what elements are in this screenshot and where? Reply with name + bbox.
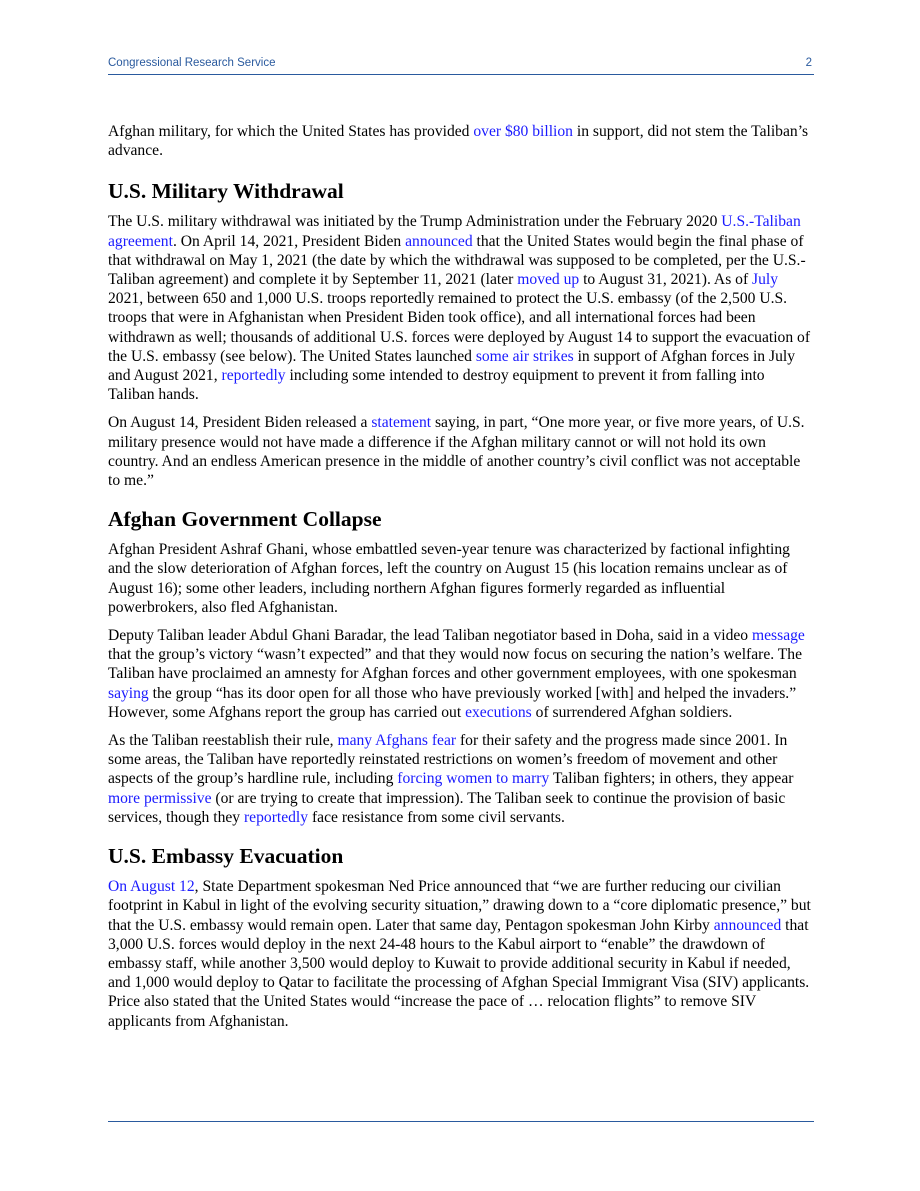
text-run: in support of Afghan forces in July and August 2021, xyxy=(108,347,795,385)
link-statement[interactable]: statement xyxy=(371,414,432,432)
text-run: that 3,000 U.S. forces would deploy in the next 24-48 hours to the Kabul airport to “enable” the drawdown of embassy staff, while another 3,500 would deploy to Kuwait to provide additional security in Kabul if needed, and 1,000 would deploy to Qatar to facilitate the processing of Afghan Special Immigrant Visa (SIV) applicants. Price also stated that the United States would “increase the pace of … relocation flights” to remove SIV applicants from Afghanistan. xyxy=(108,916,810,1030)
link-some-air-strikes[interactable]: some air strikes xyxy=(475,347,574,365)
link-us-taliban-agreement[interactable]: U.S.-Taliban agreement xyxy=(108,213,801,250)
text-run: , State Department spokesman Ned Price announced that “we are further reducing our civilian footprint in Kabul in light of the evolving security situation,” drawing down to a “core diplomatic presence,” but that the U.S. embassy would remain open. Later that same day, Pentagon spokesman John Kirby xyxy=(108,878,811,934)
link-on-august-12[interactable]: On August 12 xyxy=(108,878,195,896)
link-executions[interactable]: executions xyxy=(465,703,532,721)
paragraph-taliban-rule xyxy=(108,731,814,827)
page-number: 2 xyxy=(805,57,812,69)
text-run: in support, did not stem the Taliban’s advance. xyxy=(108,123,809,160)
intro-paragraph xyxy=(108,122,814,160)
text-run: that the group’s victory “wasn’t expected” and that they would now focus on securing the nation’s welfare. The Taliban have proclaimed an amnesty for Afghan forces and other government employees, with one spokesman xyxy=(108,646,803,683)
link-message[interactable]: message xyxy=(752,627,805,645)
link-saying[interactable]: saying xyxy=(108,684,149,702)
page-header xyxy=(108,56,814,75)
text-run: . On April 14, 2021, President Biden xyxy=(172,232,406,250)
link-moved-up[interactable]: moved up xyxy=(517,271,580,289)
paragraph-baradar-message xyxy=(108,626,814,722)
link-more-permissive[interactable]: more permissive xyxy=(108,789,212,807)
text-run: Afghan military, for which the United States has provided xyxy=(108,123,474,140)
text-run: (or are trying to create that impression). The Taliban seek to continue the provision of basic services, though they xyxy=(108,789,786,826)
text-run: face resistance from some civil servants. xyxy=(308,808,565,826)
paragraph-ghani-departure xyxy=(108,540,814,617)
text-run: saying, in part, “One more year, or five more years, of U.S. military presence would not have made a difference if the Afghan military cannot or will not hold its own country. And an endless American presence in the middle of another country’s civil conflict was not acceptable to me.” xyxy=(108,414,805,490)
text-run: As the Taliban reestablish their rule, xyxy=(108,732,338,750)
link-forcing-women-to-marry[interactable]: forcing women to marry xyxy=(397,770,550,788)
text-run: of surrendered Afghan soldiers. xyxy=(531,703,733,721)
text-run: the group “has its door open for all those who have previously worked [with] and helped the invaders.” However, some Afghans report the group has carried out xyxy=(108,684,797,721)
link-announced-deployment[interactable]: announced xyxy=(713,916,782,934)
text-run: 2021, between 650 and 1,000 U.S. troops reportedly remained to protect the U.S. embassy (of the 2,500 U.S. troops that were in Afghanistan when President Biden took office), and all international forces had been withdrawn as well; thousands of additional U.S. forces were deployed by August 14 to support the evacuation of the U.S. embassy (see below). The United States launched xyxy=(108,290,811,365)
heading-embassy-evacuation: U.S. Embassy Evacuation xyxy=(108,844,344,869)
text-run: to August 31, 2021). As of xyxy=(579,271,753,289)
header-org-name: Congressional Research Service xyxy=(108,57,276,69)
link-july[interactable]: July xyxy=(752,271,779,289)
heading-government-collapse: Afghan Government Collapse xyxy=(108,507,382,532)
link-over-80-billion[interactable]: over $80 billion xyxy=(473,123,573,140)
link-many-afghans-fear[interactable]: many Afghans fear xyxy=(337,732,457,750)
link-reportedly-air-strikes[interactable]: reportedly xyxy=(221,367,286,385)
text-run: that the United States would begin the final phase of that withdrawal on May 1, 2021 (the date by which the withdrawal was supposed to be completed, per the U.S.-Taliban agreement) and complete it by September 11, 2021 (later xyxy=(108,232,806,289)
text-run: Taliban fighters; in others, they appear xyxy=(549,770,794,788)
text-run: for their safety and the progress made since 2001. In some areas, the Taliban have reportedly reinstated restrictions on women’s freedom of movement and other aspects of the group’s hardline rule, including xyxy=(108,732,788,788)
paragraph-biden-statement xyxy=(108,413,814,490)
footer-rule xyxy=(108,1121,814,1122)
heading-military-withdrawal: U.S. Military Withdrawal xyxy=(108,179,344,204)
text-run: Deputy Taliban leader Abdul Ghani Baradar, the lead Taliban negotiator based in Doha, said in a video xyxy=(108,627,752,645)
report-body xyxy=(108,122,814,1040)
paragraph-withdrawal-overview xyxy=(108,212,814,404)
text-run: On August 14, President Biden released a xyxy=(108,414,372,432)
text-run: Afghan President Ashraf Ghani, whose embattled seven-year tenure was characterized by factional infighting and the slow deterioration of Afghan forces, left the country on August 15 (his location remains unclear as of August 16); some other leaders, including northern Afghan figures formerly regarded as influential powerbrokers, also fled Afghanistan. xyxy=(108,541,790,616)
link-reportedly-civil-servants[interactable]: reportedly xyxy=(243,808,309,826)
link-announced-withdrawal[interactable]: announced xyxy=(405,232,473,250)
paragraph-embassy-drawdown xyxy=(108,877,814,1031)
text-run: including some intended to destroy equipment to prevent it from falling into Taliban hands. xyxy=(108,367,765,404)
text-run: The U.S. military withdrawal was initiated by the Trump Administration under the February 2020 xyxy=(108,213,722,231)
